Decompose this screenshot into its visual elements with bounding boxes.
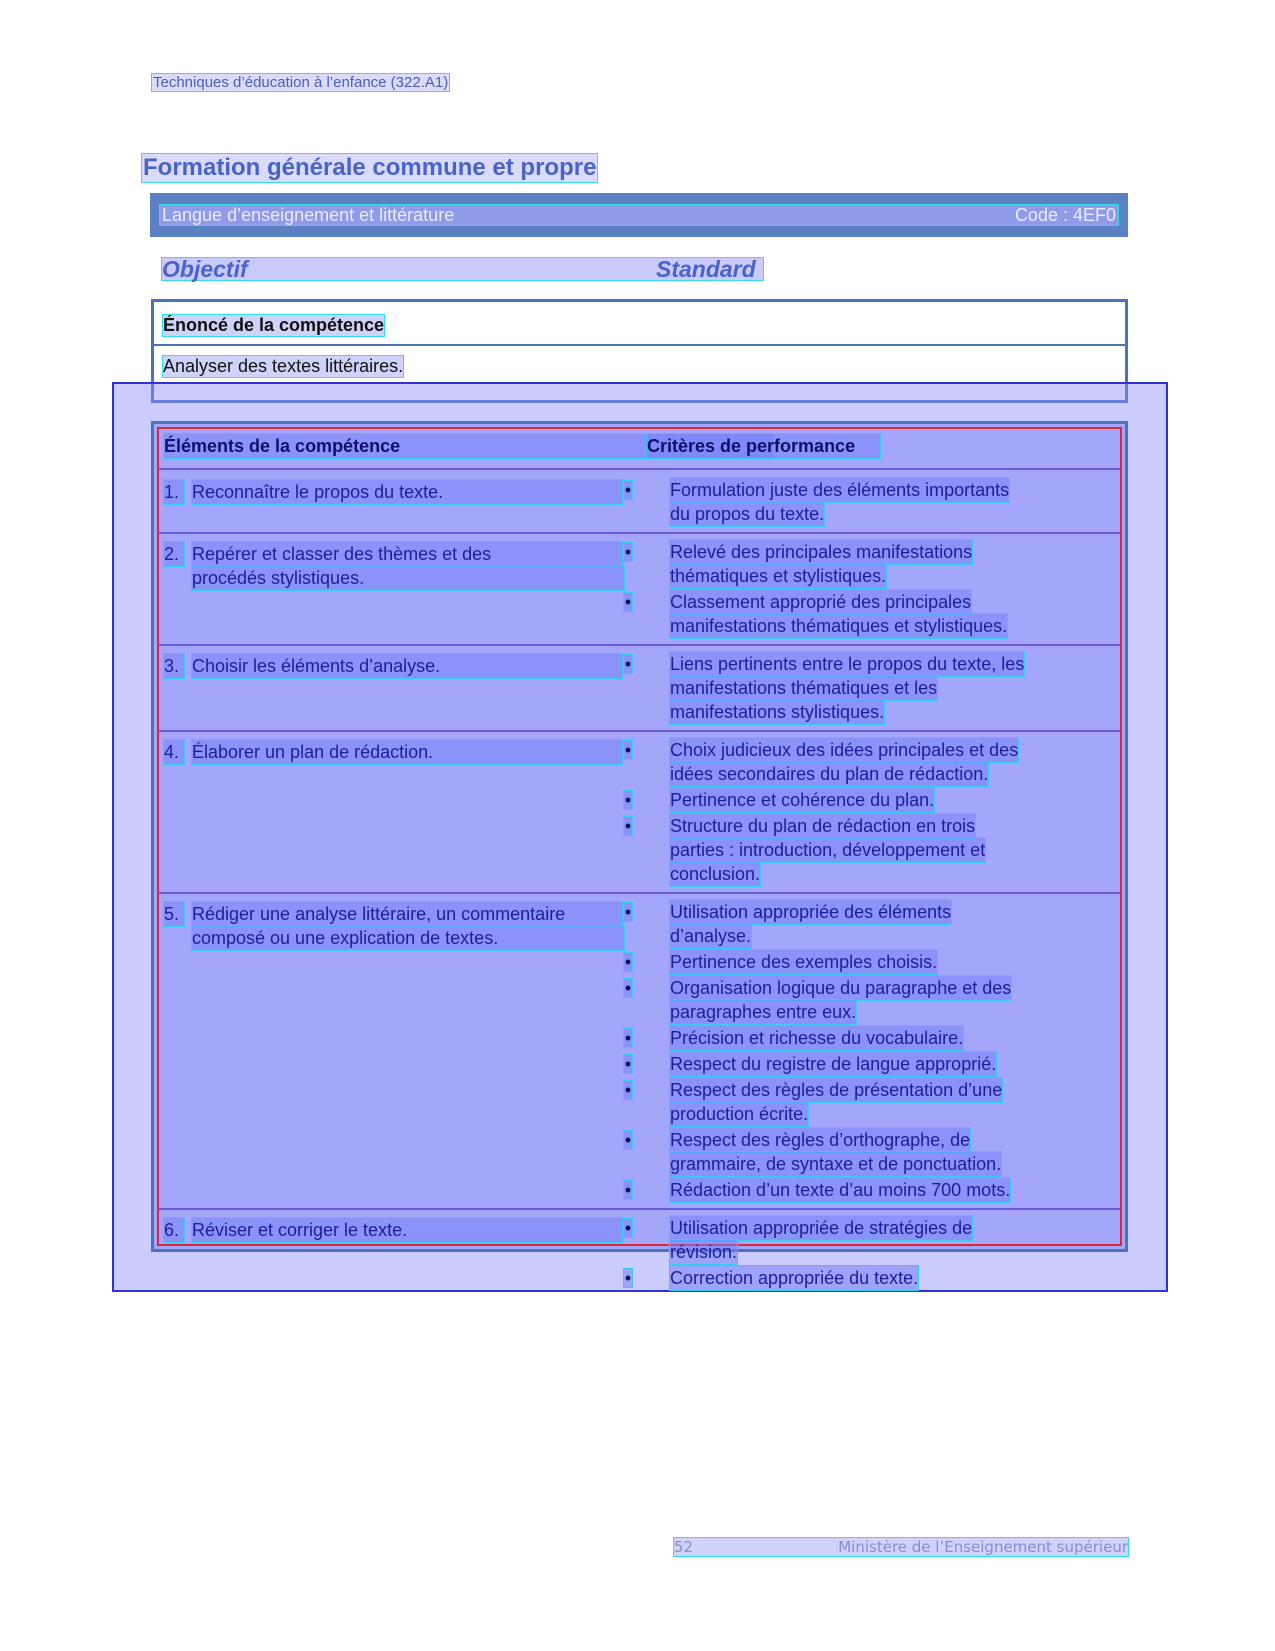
objective-standard-row xyxy=(162,258,763,280)
col-criteres-header: Critères de performance xyxy=(647,434,880,458)
bullet-icon: • xyxy=(624,740,632,760)
criterion-text: Liens pertinents entre le propos du texte, les xyxy=(670,654,1025,674)
element-text: Réviser et corriger le texte. xyxy=(192,1218,622,1242)
section-title: Formation générale commune et propre xyxy=(143,154,597,181)
bullet-icon: • xyxy=(624,654,632,674)
bullet-icon: • xyxy=(624,1218,632,1238)
enonce-text: Analyser des textes littéraires. xyxy=(163,356,404,376)
program-header: Techniques d’éducation à l’enfance (322.A1) xyxy=(153,74,449,91)
competence-table xyxy=(151,421,1128,1288)
criterion-text: Utilisation appropriée de stratégies de xyxy=(670,1218,973,1238)
criterion-text: manifestations stylistiques. xyxy=(670,702,885,722)
element-number: 5. xyxy=(164,902,184,926)
criterion-text: Organisation logique du paragraphe et des xyxy=(670,978,1012,998)
element-text: Repérer et classer des thèmes et des xyxy=(192,542,622,566)
ministry-name: Ministère de l’Enseignement supérieur xyxy=(838,1538,1128,1556)
element-text: Rédiger une analyse littéraire, un commentaire xyxy=(192,902,622,926)
criterion-text: Utilisation appropriée des éléments xyxy=(670,902,952,922)
bullet-icon: • xyxy=(624,1054,632,1074)
criterion-text: Classement approprié des principales xyxy=(670,592,972,612)
criterion-text: Pertinence et cohérence du plan. xyxy=(670,790,935,810)
bullet-icon: • xyxy=(624,978,632,998)
criterion-text: conclusion. xyxy=(670,864,761,884)
element-number: 1. xyxy=(164,480,184,504)
criterion-text: Correction appropriée du texte. xyxy=(670,1268,919,1288)
element-text: Élaborer un plan de rédaction. xyxy=(192,740,622,764)
bullet-icon: • xyxy=(624,1080,632,1100)
criterion-text: paragraphes entre eux. xyxy=(670,1002,857,1022)
col-elements-header: Éléments de la compétence xyxy=(164,434,773,458)
element-number: 2. xyxy=(164,542,184,566)
criterion-text: grammaire, de syntaxe et de ponctuation. xyxy=(670,1154,1002,1174)
bullet-icon: • xyxy=(624,592,632,612)
element-number: 4. xyxy=(164,740,184,764)
objectif-label: Objectif xyxy=(162,256,248,282)
bullet-icon: • xyxy=(624,542,632,562)
element-number: 6. xyxy=(164,1218,184,1242)
criterion-text: production écrite. xyxy=(670,1104,809,1124)
course-bar xyxy=(150,193,1128,237)
bullet-icon: • xyxy=(624,902,632,922)
criterion-text: manifestations thématiques et les xyxy=(670,678,938,698)
criterion-text: Relevé des principales manifestations xyxy=(670,542,973,562)
bullet-icon: • xyxy=(624,1268,632,1288)
criterion-text: Formulation juste des éléments importants xyxy=(670,480,1010,500)
criterion-text: Précision et richesse du vocabulaire. xyxy=(670,1028,964,1048)
criterion-text: d’analyse. xyxy=(670,926,752,946)
bullet-icon: • xyxy=(624,790,632,810)
element-text: composé ou une explication de textes. xyxy=(192,926,624,950)
bullet-icon: • xyxy=(624,952,632,972)
criterion-text: du propos du texte. xyxy=(670,504,825,524)
criterion-text: Respect du registre de langue approprié. xyxy=(670,1054,997,1074)
criterion-text: idées secondaires du plan de rédaction. xyxy=(670,764,989,784)
bullet-icon: • xyxy=(624,1028,632,1048)
criterion-text: Respect des règles de présentation d’une xyxy=(670,1080,1003,1100)
criterion-text: Structure du plan de rédaction en trois xyxy=(670,816,976,836)
criterion-text: thématiques et stylistiques. xyxy=(670,566,887,586)
criterion-text: révision. xyxy=(670,1242,738,1262)
criterion-text: Rédaction d’un texte d’au moins 700 mots. xyxy=(670,1180,1011,1200)
criterion-text: Pertinence des exemples choisis. xyxy=(670,952,938,972)
bullet-icon: • xyxy=(624,816,632,836)
enonce-heading: Énoncé de la compétence xyxy=(163,315,385,335)
criterion-text: parties : introduction, développement et xyxy=(670,840,986,860)
criterion-text: manifestations thématiques et stylistiques. xyxy=(670,616,1008,636)
criterion-text: Respect des règles d’orthographe, de xyxy=(670,1130,971,1150)
page-footer xyxy=(674,1538,1128,1556)
standard-label: Standard xyxy=(656,256,756,282)
page-number: 52 xyxy=(674,1538,694,1556)
course-code: Code : 4EF0 xyxy=(1014,204,1116,225)
course-name: Langue d’enseignement et littérature xyxy=(162,204,455,225)
element-text: Choisir les éléments d’analyse. xyxy=(192,654,622,678)
element-number: 3. xyxy=(164,654,184,678)
bullet-icon: • xyxy=(624,480,632,500)
element-text: procédés stylistiques. xyxy=(192,566,624,590)
criterion-text: Choix judicieux des idées principales et des xyxy=(670,740,1019,760)
element-text: Reconnaître le propos du texte. xyxy=(192,480,622,504)
bullet-icon: • xyxy=(624,1130,632,1150)
bullet-icon: • xyxy=(624,1180,632,1200)
